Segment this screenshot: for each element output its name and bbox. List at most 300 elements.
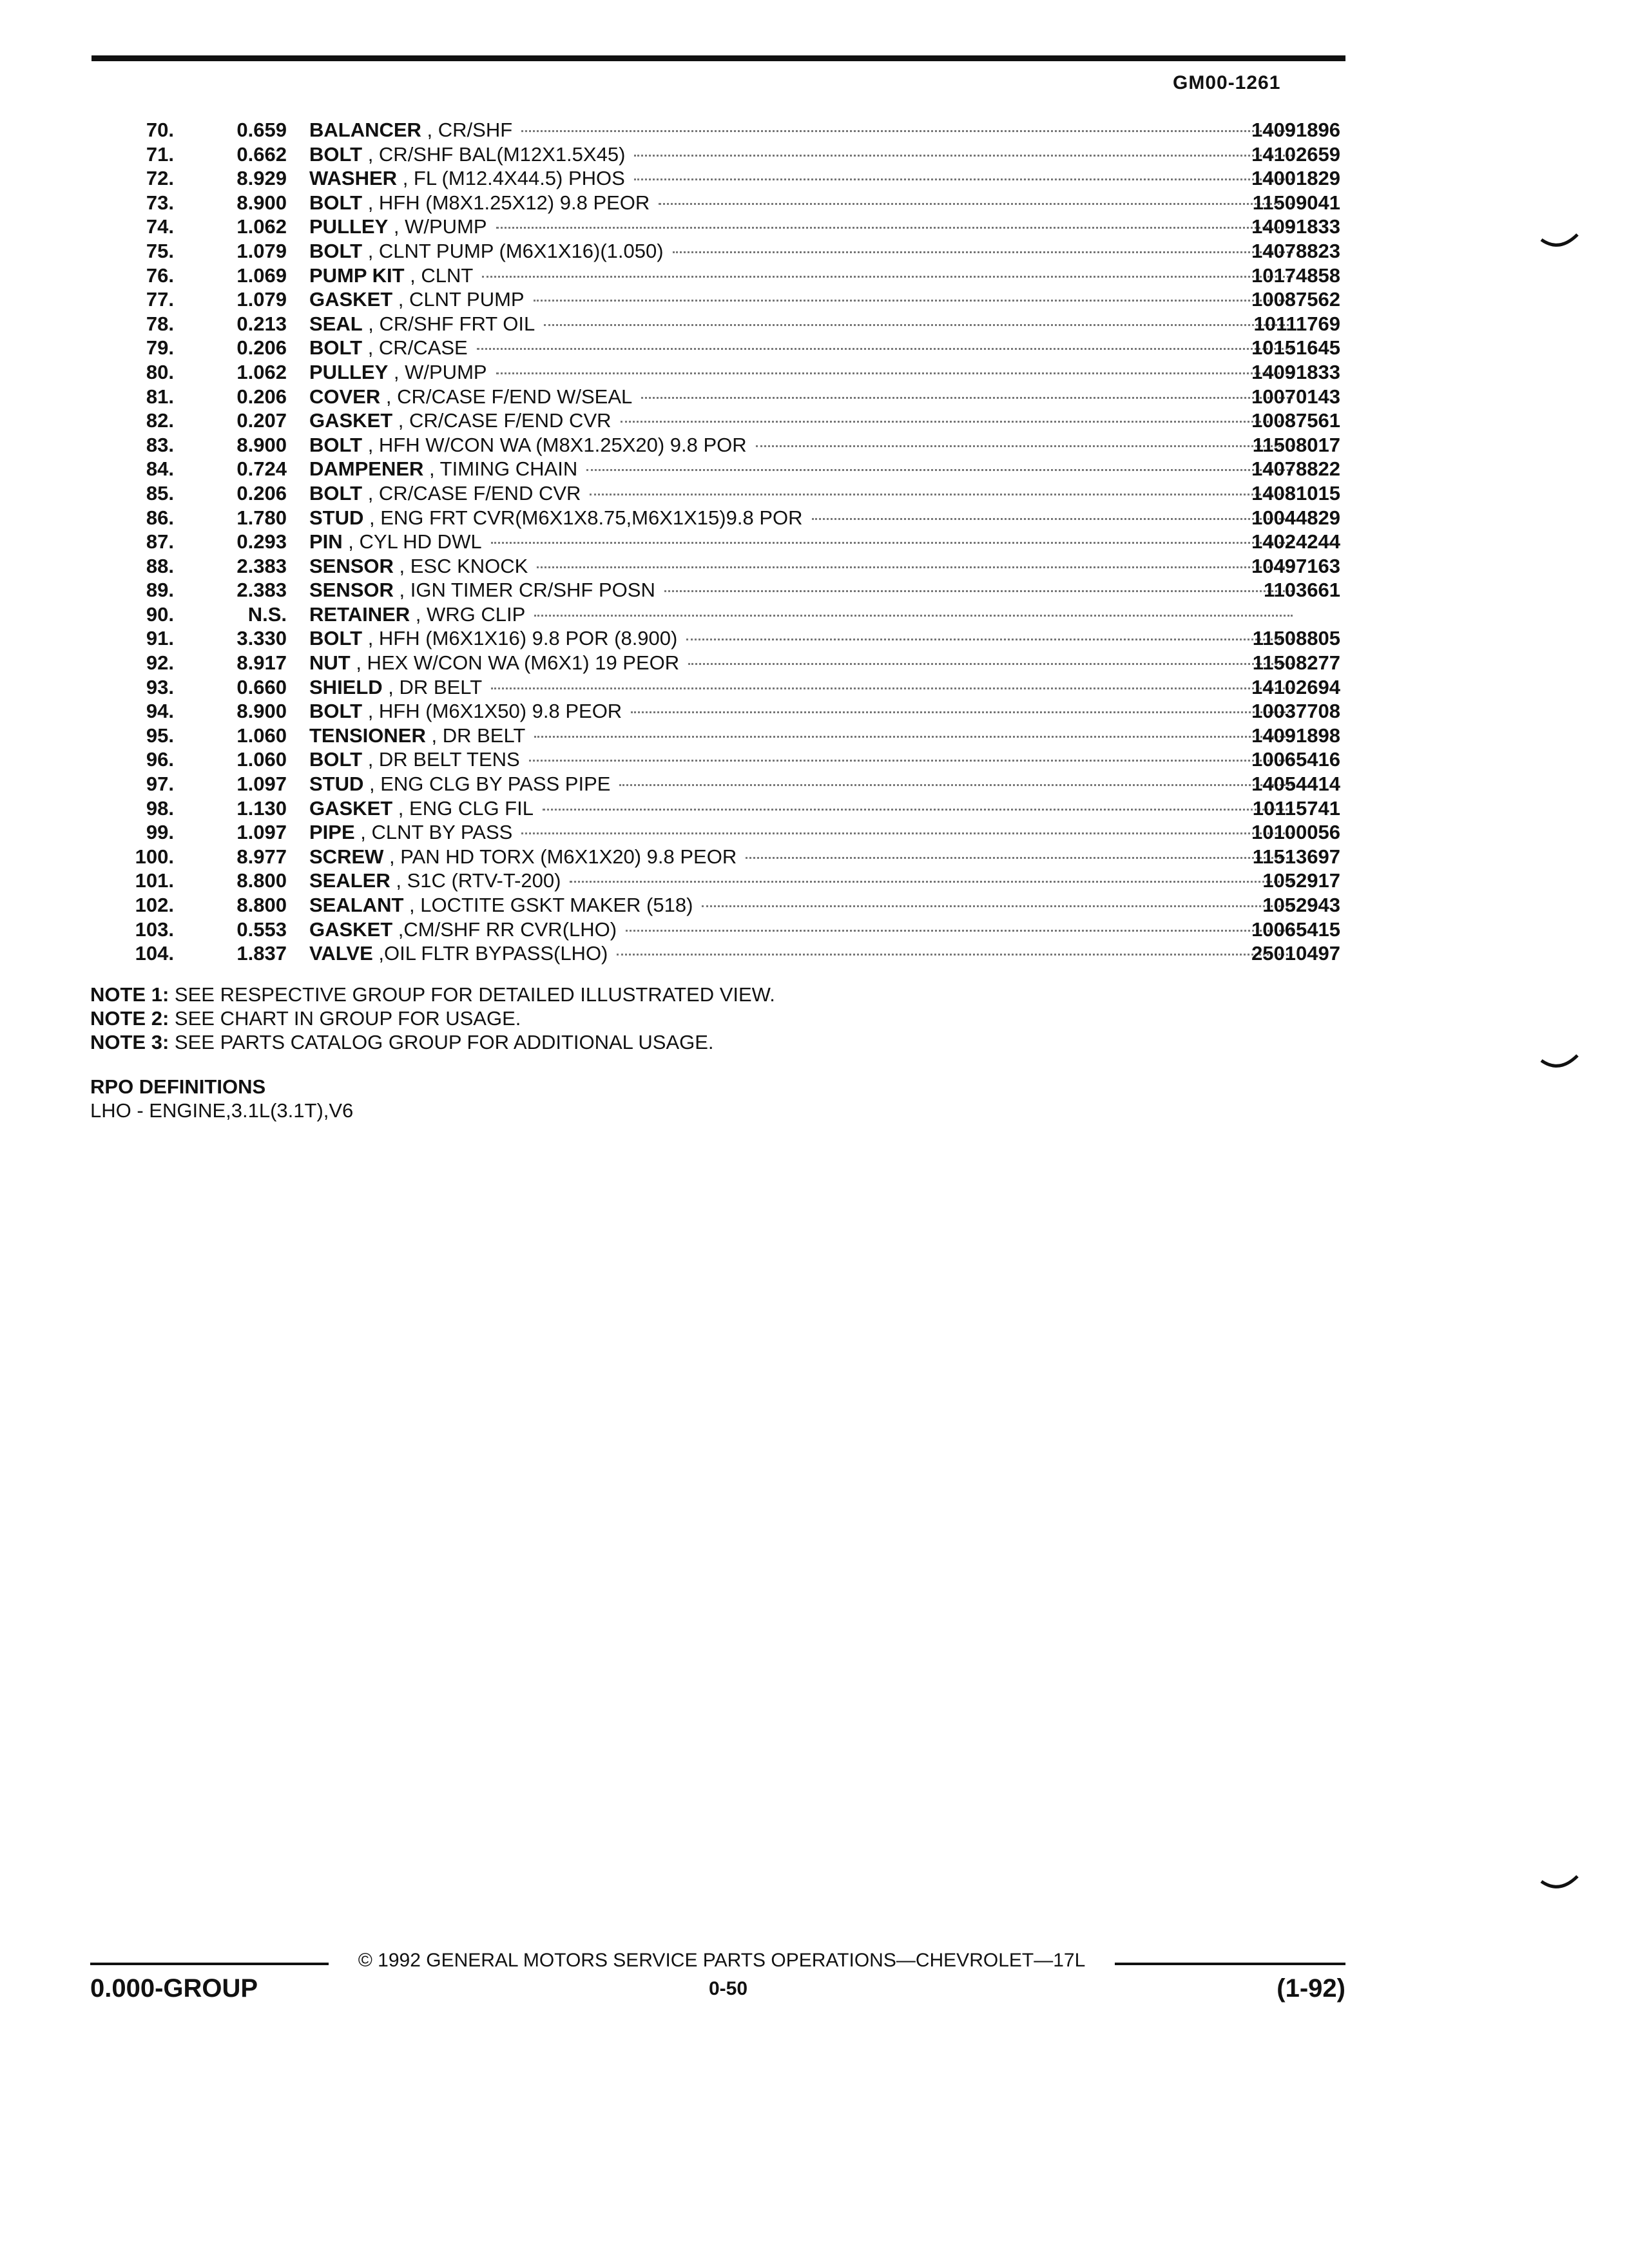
item-description [309, 747, 1302, 772]
item-name: STUD [309, 773, 364, 796]
item-quantity: 0.207 [236, 409, 287, 432]
rpo-definitions [90, 1075, 353, 1122]
part-number: 14091898 [1251, 724, 1340, 747]
item-name: SENSOR [309, 554, 394, 577]
footer-rule-left [90, 1963, 329, 1965]
part-number: 14024244 [1251, 530, 1340, 553]
part-number: 14102659 [1251, 142, 1340, 166]
dot-leader [521, 832, 1293, 834]
dot-leader [702, 905, 1293, 907]
item-number: 81. [146, 385, 174, 408]
item-quantity: 1.780 [236, 506, 287, 529]
item-number: 88. [146, 554, 174, 577]
item-quantity: 8.977 [236, 845, 287, 868]
rpo-items [90, 1099, 353, 1122]
dot-leader [491, 542, 1293, 544]
dot-leader [673, 251, 1293, 253]
parts-row [90, 845, 1353, 869]
item-name: BOLT [309, 336, 363, 360]
parts-row [90, 602, 1353, 627]
item-description [309, 215, 1302, 239]
dot-leader [534, 736, 1293, 738]
item-number: 89. [146, 579, 174, 602]
item-detail: , LOCTITE GSKT MAKER (518) [403, 894, 693, 916]
part-number: 10037708 [1251, 700, 1340, 723]
parts-row [90, 675, 1353, 700]
item-detail: , W/PUMP [388, 215, 487, 238]
item-description [309, 772, 1302, 796]
part-number: 11508805 [1252, 627, 1340, 650]
item-number: 90. [146, 602, 174, 626]
item-quantity: 1.130 [236, 796, 287, 820]
item-name: GASKET [309, 409, 393, 432]
item-description [309, 481, 1302, 506]
dot-leader [482, 276, 1293, 278]
item-detail: ,CM/SHF RR CVR(LHO) [392, 918, 617, 941]
item-name: PIPE [309, 821, 355, 844]
note-label: NOTE 3: [90, 1031, 169, 1053]
part-number: 10044829 [1251, 506, 1340, 529]
item-quantity: 1.062 [236, 215, 287, 238]
part-number: 14054414 [1251, 773, 1340, 796]
item-quantity: 3.330 [236, 627, 287, 650]
item-name: BOLT [309, 142, 363, 166]
copyright-line: © 1992 GENERAL MOTORS SERVICE PARTS OPERATIONS—CHEVROLET—17L [358, 1950, 1086, 1971]
item-name: BOLT [309, 481, 363, 505]
item-number: 101. [135, 869, 174, 892]
item-name: RETAINER [309, 602, 410, 626]
parts-row [90, 312, 1353, 336]
item-detail: , PAN HD TORX (M6X1X20) 9.8 PEOR [383, 845, 737, 868]
part-number: 10174858 [1251, 264, 1340, 287]
rpo-title: RPO DEFINITIONS [90, 1075, 266, 1098]
dot-leader [570, 881, 1293, 883]
item-quantity: 2.383 [236, 579, 287, 602]
item-quantity: 1.060 [236, 724, 287, 747]
item-number: 96. [146, 748, 174, 771]
item-quantity: 0.293 [236, 530, 287, 553]
item-detail: , ENG CLG BY PASS PIPE [363, 773, 611, 796]
binder-mark-icon [1540, 1875, 1579, 1892]
item-detail: , HFH (M6X1X50) 9.8 PEOR [362, 700, 622, 723]
item-quantity: 0.724 [236, 457, 287, 481]
part-number: 10065416 [1251, 748, 1340, 771]
item-description [309, 869, 1302, 893]
dot-leader [537, 566, 1293, 568]
item-name: TENSIONER [309, 724, 426, 747]
item-description [309, 796, 1302, 821]
item-description [309, 166, 1302, 191]
item-detail: , CLNT [404, 264, 474, 287]
item-name: COVER [309, 385, 381, 408]
item-quantity: N.S. [247, 602, 287, 626]
item-description [309, 506, 1302, 530]
part-number: 14091833 [1251, 360, 1340, 383]
dot-leader [756, 445, 1293, 447]
item-detail: , CR/SHF FRT OIL [362, 312, 535, 335]
parts-row [90, 626, 1353, 651]
note-text: SEE RESPECTIVE GROUP FOR DETAILED ILLUSTRATED VIEW. [174, 983, 775, 1006]
item-quantity: 8.900 [236, 700, 287, 723]
item-quantity: 1.097 [236, 821, 287, 844]
item-number: 78. [146, 312, 174, 335]
item-number: 104. [135, 942, 174, 965]
note-label: NOTE 1: [90, 983, 169, 1006]
item-detail: , CYL HD DWL [342, 530, 482, 553]
item-name: BOLT [309, 748, 363, 771]
revision-date: (1-92) [1277, 1974, 1345, 2003]
item-number: 84. [146, 457, 174, 481]
page-footer [90, 1945, 1345, 2015]
item-quantity: 8.800 [236, 869, 287, 892]
item-description [309, 336, 1302, 360]
rpo-item: LHO - ENGINE,3.1L(3.1T),V6 [90, 1099, 354, 1122]
parts-row [90, 506, 1353, 530]
item-quantity: 1.060 [236, 748, 287, 771]
item-number: 80. [146, 360, 174, 383]
parts-row [90, 941, 1353, 966]
note-label: NOTE 2: [90, 1007, 169, 1030]
part-number: 10087561 [1251, 409, 1340, 432]
parts-row [90, 918, 1353, 942]
part-number: 14091833 [1251, 215, 1340, 238]
item-description [309, 118, 1302, 142]
item-name: SEALER [309, 869, 390, 892]
dot-leader [521, 130, 1293, 132]
item-quantity: 0.553 [236, 918, 287, 941]
part-number: 25010497 [1251, 942, 1340, 965]
item-detail: , FL (M12.4X44.5) PHOS [397, 167, 625, 190]
item-description [309, 602, 1302, 627]
item-detail: , TIMING CHAIN [423, 457, 578, 481]
part-number: 10115741 [1252, 796, 1340, 820]
dot-leader [812, 518, 1293, 520]
item-description [309, 239, 1302, 264]
dot-leader [543, 809, 1293, 811]
item-quantity: 8.800 [236, 894, 287, 916]
part-number: 10087562 [1251, 288, 1340, 311]
item-detail: , DR BELT TENS [362, 748, 520, 771]
part-number: 1052943 [1262, 894, 1340, 916]
dot-leader [534, 615, 1293, 617]
dot-leader [659, 203, 1293, 205]
parts-row [90, 747, 1353, 772]
item-description [309, 651, 1302, 675]
dot-leader [496, 227, 1293, 229]
item-name: WASHER [309, 167, 398, 190]
parts-row [90, 385, 1353, 409]
item-number: 82. [146, 409, 174, 432]
item-detail: , CR/SHF BAL(M12X1.5X45) [362, 142, 626, 166]
item-name: DAMPENER [309, 457, 424, 481]
parts-row [90, 457, 1353, 481]
document-code: GM00-1261 [1173, 72, 1281, 93]
parts-row [90, 481, 1353, 506]
item-quantity: 1.079 [236, 239, 287, 262]
item-quantity: 8.900 [236, 433, 287, 456]
item-number: 102. [135, 894, 174, 916]
item-quantity: 1.079 [236, 288, 287, 311]
item-number: 103. [135, 918, 174, 941]
item-description [309, 578, 1302, 602]
top-rule [92, 55, 1345, 61]
item-name: BOLT [309, 239, 363, 262]
item-description [309, 820, 1302, 845]
part-number: 11508017 [1252, 433, 1340, 456]
part-number: 11513697 [1252, 845, 1340, 868]
parts-row [90, 724, 1353, 748]
item-detail: , CR/CASE [362, 336, 468, 360]
item-quantity: 1.069 [236, 264, 287, 287]
item-description [309, 433, 1302, 457]
parts-row [90, 191, 1353, 215]
item-name: BOLT [309, 191, 363, 214]
item-name: BOLT [309, 700, 363, 723]
dot-leader [686, 639, 1293, 640]
item-quantity: 1.097 [236, 773, 287, 796]
item-name: GASKET [309, 796, 393, 820]
item-description [309, 287, 1302, 312]
item-name: GASKET [309, 288, 393, 311]
item-name: SHIELD [309, 675, 383, 698]
item-detail: , ENG FRT CVR(M6X1X8.75,M6X1X15)9.8 POR [363, 506, 803, 529]
item-quantity: 1.837 [236, 942, 287, 965]
item-name: PIN [309, 530, 343, 553]
item-description [309, 385, 1302, 409]
item-description [309, 893, 1302, 918]
item-number: 71. [146, 142, 174, 166]
item-number: 73. [146, 191, 174, 214]
part-number: 10100056 [1251, 821, 1340, 844]
item-number: 97. [146, 773, 174, 796]
item-detail: , CR/CASE F/END W/SEAL [380, 385, 633, 408]
item-description [309, 191, 1302, 215]
item-number: 74. [146, 215, 174, 238]
page-number: 0-50 [708, 1978, 748, 1999]
parts-row [90, 772, 1353, 796]
parts-row [90, 893, 1353, 918]
parts-row [90, 554, 1353, 579]
item-description [309, 554, 1302, 579]
parts-row [90, 820, 1353, 845]
dot-leader [586, 469, 1293, 471]
item-description [309, 142, 1302, 167]
parts-row [90, 433, 1353, 457]
parts-row [90, 118, 1353, 142]
dot-leader [688, 663, 1293, 665]
item-name: BOLT [309, 433, 363, 456]
item-quantity: 8.917 [236, 651, 287, 675]
item-detail: , IGN TIMER CR/SHF POSN [393, 579, 655, 602]
parts-list [90, 118, 1353, 966]
item-detail: , HFH (M6X1X16) 9.8 POR (8.900) [362, 627, 678, 650]
item-detail: , CLNT PUMP (M6X1X16)(1.050) [362, 239, 664, 262]
parts-row [90, 287, 1353, 312]
binder-mark-icon [1540, 1054, 1579, 1071]
item-number: 99. [146, 821, 174, 844]
item-number: 70. [146, 119, 174, 141]
item-name: PULLEY [309, 360, 389, 383]
item-description [309, 264, 1302, 288]
item-quantity: 0.206 [236, 385, 287, 408]
item-number: 91. [146, 627, 174, 650]
note-line [90, 983, 775, 1006]
parts-row [90, 578, 1353, 602]
item-name: BALANCER [309, 119, 421, 141]
item-description [309, 724, 1302, 748]
item-quantity: 0.206 [236, 481, 287, 505]
item-name: PUMP KIT [309, 264, 405, 287]
item-name: SENSOR [309, 579, 394, 602]
item-detail: , HFH W/CON WA (M8X1.25X20) 9.8 POR [362, 433, 747, 456]
item-detail: , ENG CLG FIL [392, 796, 534, 820]
item-quantity: 8.900 [236, 191, 287, 214]
item-description [309, 457, 1302, 481]
part-number: 14001829 [1251, 167, 1340, 190]
parts-row [90, 530, 1353, 554]
item-description [309, 408, 1302, 433]
part-number: 10497163 [1251, 554, 1340, 577]
item-description [309, 675, 1302, 700]
item-detail: , CLNT BY PASS [354, 821, 513, 844]
item-quantity: 0.213 [236, 312, 287, 335]
item-number: 95. [146, 724, 174, 747]
part-number: 11508277 [1252, 651, 1340, 675]
parts-row [90, 651, 1353, 675]
part-number: 14078822 [1251, 457, 1340, 481]
parts-row [90, 166, 1353, 191]
parts-row [90, 264, 1353, 288]
dot-leader [590, 494, 1293, 495]
item-description [309, 530, 1302, 554]
item-number: 100. [135, 845, 174, 868]
item-number: 83. [146, 433, 174, 456]
item-detail: , ESC KNOCK [393, 554, 528, 577]
parts-row [90, 215, 1353, 239]
note-line [90, 1006, 775, 1030]
notes-block [90, 983, 775, 1054]
parts-row [90, 699, 1353, 724]
part-number: 10070143 [1251, 385, 1340, 408]
item-name: SCREW [309, 845, 384, 868]
item-number: 75. [146, 239, 174, 262]
item-quantity: 2.383 [236, 554, 287, 577]
dot-leader [634, 155, 1293, 157]
part-number: 14078823 [1251, 239, 1340, 262]
item-name: PULLEY [309, 215, 389, 238]
part-number: 14081015 [1251, 481, 1340, 505]
part-number: 10065415 [1251, 918, 1340, 941]
item-description [309, 845, 1302, 869]
item-description [309, 918, 1302, 942]
part-number: 11509041 [1252, 191, 1340, 214]
item-detail: , HEX W/CON WA (M6X1) 19 PEOR [350, 651, 680, 675]
item-detail: , WRG CLIP [410, 602, 526, 626]
parts-row [90, 360, 1353, 385]
dot-leader [746, 857, 1293, 859]
item-name: SEALANT [309, 894, 404, 916]
item-number: 94. [146, 700, 174, 723]
part-number: 14102694 [1251, 675, 1340, 698]
item-number: 77. [146, 288, 174, 311]
item-number: 79. [146, 336, 174, 360]
item-description [309, 699, 1302, 724]
part-number: 10151645 [1251, 336, 1340, 360]
item-detail: , CR/CASE F/END CVR [392, 409, 612, 432]
item-number: 76. [146, 264, 174, 287]
group-label: 0.000-GROUP [90, 1974, 258, 2003]
note-line [90, 1030, 775, 1054]
dot-leader [544, 324, 1293, 326]
item-detail: , CR/CASE F/END CVR [362, 481, 581, 505]
item-detail: , HFH (M8X1.25X12) 9.8 PEOR [362, 191, 650, 214]
parts-row [90, 408, 1353, 433]
item-detail: , W/PUMP [388, 360, 487, 383]
item-number: 92. [146, 651, 174, 675]
dot-leader [634, 178, 1293, 180]
part-number: 1103661 [1264, 579, 1340, 602]
parts-row [90, 869, 1353, 893]
note-text: SEE CHART IN GROUP FOR USAGE. [174, 1007, 521, 1030]
item-quantity: 8.929 [236, 167, 287, 190]
dot-leader [621, 421, 1293, 423]
item-name: SEAL [309, 312, 363, 335]
item-number: 86. [146, 506, 174, 529]
item-number: 98. [146, 796, 174, 820]
item-detail: , CLNT PUMP [392, 288, 525, 311]
item-number: 87. [146, 530, 174, 553]
item-name: GASKET [309, 918, 393, 941]
dot-leader [496, 372, 1293, 374]
item-description [309, 360, 1302, 385]
item-description [309, 941, 1302, 966]
dot-leader [619, 784, 1293, 786]
item-quantity: 0.659 [236, 119, 287, 141]
item-number: 85. [146, 481, 174, 505]
item-name: BOLT [309, 627, 363, 650]
item-description [309, 312, 1302, 336]
dot-leader [626, 930, 1293, 932]
dot-leader [529, 760, 1293, 762]
note-text: SEE PARTS CATALOG GROUP FOR ADDITIONAL USAGE. [174, 1031, 714, 1053]
dot-leader [534, 300, 1293, 302]
item-number: 72. [146, 167, 174, 190]
item-name: NUT [309, 651, 351, 675]
dot-leader [491, 687, 1293, 689]
item-quantity: 0.662 [236, 142, 287, 166]
dot-leader [631, 711, 1293, 713]
item-quantity: 0.206 [236, 336, 287, 360]
parts-row [90, 796, 1353, 821]
item-detail: , CR/SHF [421, 119, 513, 141]
item-name: STUD [309, 506, 364, 529]
binder-mark-icon [1540, 233, 1579, 250]
dot-leader [617, 954, 1293, 956]
item-detail: , DR BELT [425, 724, 526, 747]
part-number: 1052917 [1262, 869, 1340, 892]
part-number: 14091896 [1251, 119, 1340, 141]
item-description [309, 626, 1302, 651]
item-name: VALVE [309, 942, 373, 965]
item-detail: ,OIL FLTR BYPASS(LHO) [372, 942, 608, 965]
item-detail: , S1C (RTV-T-200) [390, 869, 561, 892]
dot-leader [641, 397, 1293, 399]
parts-row [90, 336, 1353, 360]
item-quantity: 0.660 [236, 675, 287, 698]
parts-row [90, 239, 1353, 264]
dot-leader [477, 348, 1293, 350]
item-number: 93. [146, 675, 174, 698]
